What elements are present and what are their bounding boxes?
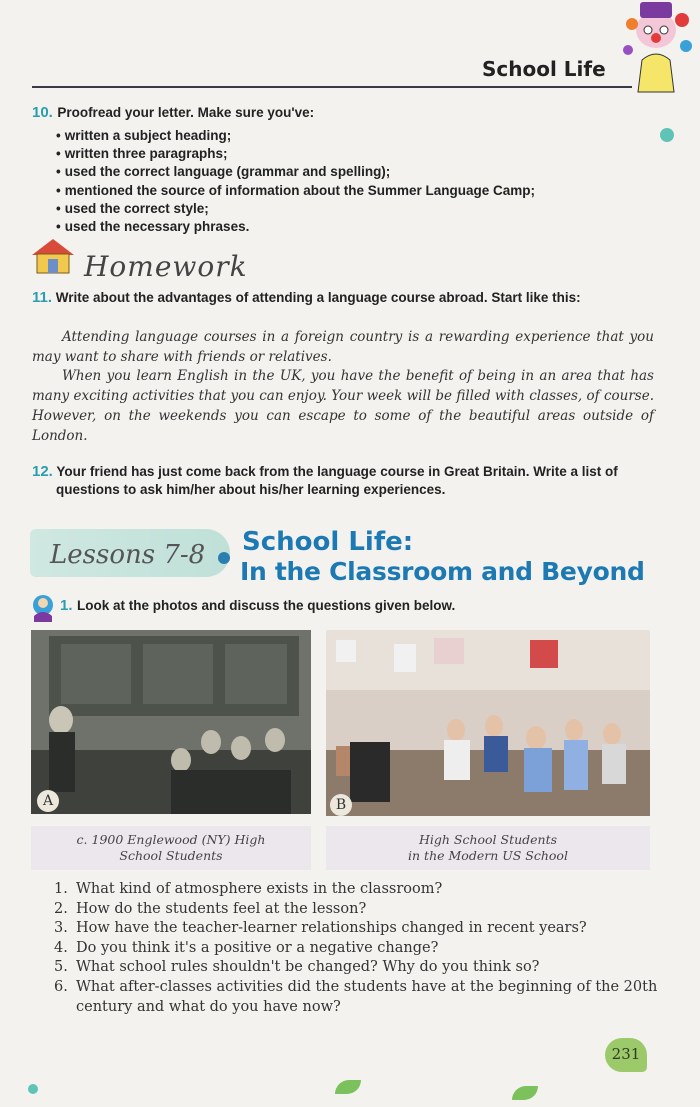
list-item: • used the correct language (grammar and spelling); <box>56 163 646 181</box>
section-title: School Life <box>482 57 606 81</box>
clown-mascot-icon <box>612 0 700 100</box>
lessons-label: Lessons 7-8 <box>50 540 206 570</box>
question-text: How do the students feel at the lesson? <box>76 900 367 917</box>
question-number: 1. <box>54 881 68 897</box>
question-number: 5. <box>54 959 68 976</box>
exercise-instruction: Look at the photos and discuss the questions given below. <box>76 598 456 613</box>
question-number: 6. <box>54 978 68 995</box>
exercise-10-checklist <box>56 127 646 236</box>
lesson-title: School Life: <box>242 527 414 557</box>
question-number: 4. <box>54 939 68 956</box>
caption-line: School Students <box>119 848 223 863</box>
question-text: Do you think it's a positive or a negative change? <box>76 939 439 956</box>
exercise-instruction: Your friend has just come back from the language course in Great Britain. Write a list of questions to ask him/her about his/her learning experiences. <box>56 464 618 497</box>
list-item: • used the necessary phrases. <box>56 218 646 236</box>
leaf-icon <box>335 1080 361 1094</box>
exercise-12-heading <box>32 463 662 499</box>
question-text: What after-classes activities did the students have at the beginning of the 20th century and what do you have now? <box>76 978 658 1015</box>
photo-modern-classroom <box>326 630 650 816</box>
question-number: 2. <box>54 900 68 917</box>
photo-caption-a <box>31 826 311 870</box>
exercise-number: 12. <box>32 463 53 480</box>
question-number: 3. <box>54 920 68 937</box>
leaf-icon <box>512 1086 538 1100</box>
list-item: • mentioned the source of information about the Summer Language Camp; <box>56 182 646 200</box>
exercise-instruction: Write about the advantages of attending a language course abroad. Start like this: <box>55 290 581 305</box>
photo-caption-b <box>326 826 650 870</box>
exercise-number: 10. <box>32 104 53 121</box>
list-item: • used the correct style; <box>56 200 646 218</box>
page-number: 231 <box>611 1045 641 1063</box>
exercise-number: 1. <box>60 597 73 614</box>
discussion-icon <box>30 592 58 622</box>
question-item <box>54 919 664 939</box>
photo-a-image <box>31 630 311 814</box>
photo-label-a: A <box>37 790 59 812</box>
essay-paragraph: Attending language courses in a foreign country is a rewarding experience that you may want to share with friends or relatives. <box>32 329 654 365</box>
essay-paragraph: When you learn English in the UK, you have the benefit of being in an area that has many exciting activities that you can enjoy. Your week will be filled with classes, of course. However, on the weekends you can escape to some of the beautiful areas outside of London. <box>32 368 654 444</box>
photo-b-image <box>326 630 650 816</box>
exercise-instruction: Proofread your letter. Make sure you've: <box>57 105 315 120</box>
decorative-dot-icon <box>28 1084 38 1094</box>
question-item <box>54 900 664 920</box>
exercise-10-heading <box>32 104 314 122</box>
photo-classroom-1900 <box>31 630 311 814</box>
question-text: What kind of atmosphere exists in the classroom? <box>76 881 443 897</box>
question-item <box>54 939 664 959</box>
caption-line: High School Students <box>418 832 558 847</box>
question-item <box>54 958 664 978</box>
exercise-number: 11. <box>32 289 53 306</box>
homework-heading: Homework <box>84 250 248 283</box>
caption-line: in the Modern US School <box>408 848 568 863</box>
list-item: • written a subject heading; <box>56 127 646 145</box>
list-item: • written three paragraphs; <box>56 145 646 163</box>
lesson-subtitle: In the Classroom and Beyond <box>240 557 645 586</box>
caption-line: c. 1900 Englewood (NY) High <box>76 832 266 847</box>
question-text: How have the teacher-learner relationships changed in recent years? <box>76 920 587 937</box>
question-text: What school rules shouldn't be changed? Why do you think so? <box>76 959 540 976</box>
header-divider <box>32 86 632 88</box>
exercise-1-heading <box>60 597 455 615</box>
discussion-questions <box>54 880 664 1017</box>
question-item <box>54 978 664 1017</box>
sample-essay <box>32 328 654 446</box>
photo-label-b: B <box>330 794 352 816</box>
bullet-dot-icon <box>218 552 230 564</box>
decorative-dot-icon <box>660 128 674 142</box>
house-icon <box>30 237 76 275</box>
exercise-11-heading <box>32 289 652 306</box>
question-item <box>54 880 664 900</box>
